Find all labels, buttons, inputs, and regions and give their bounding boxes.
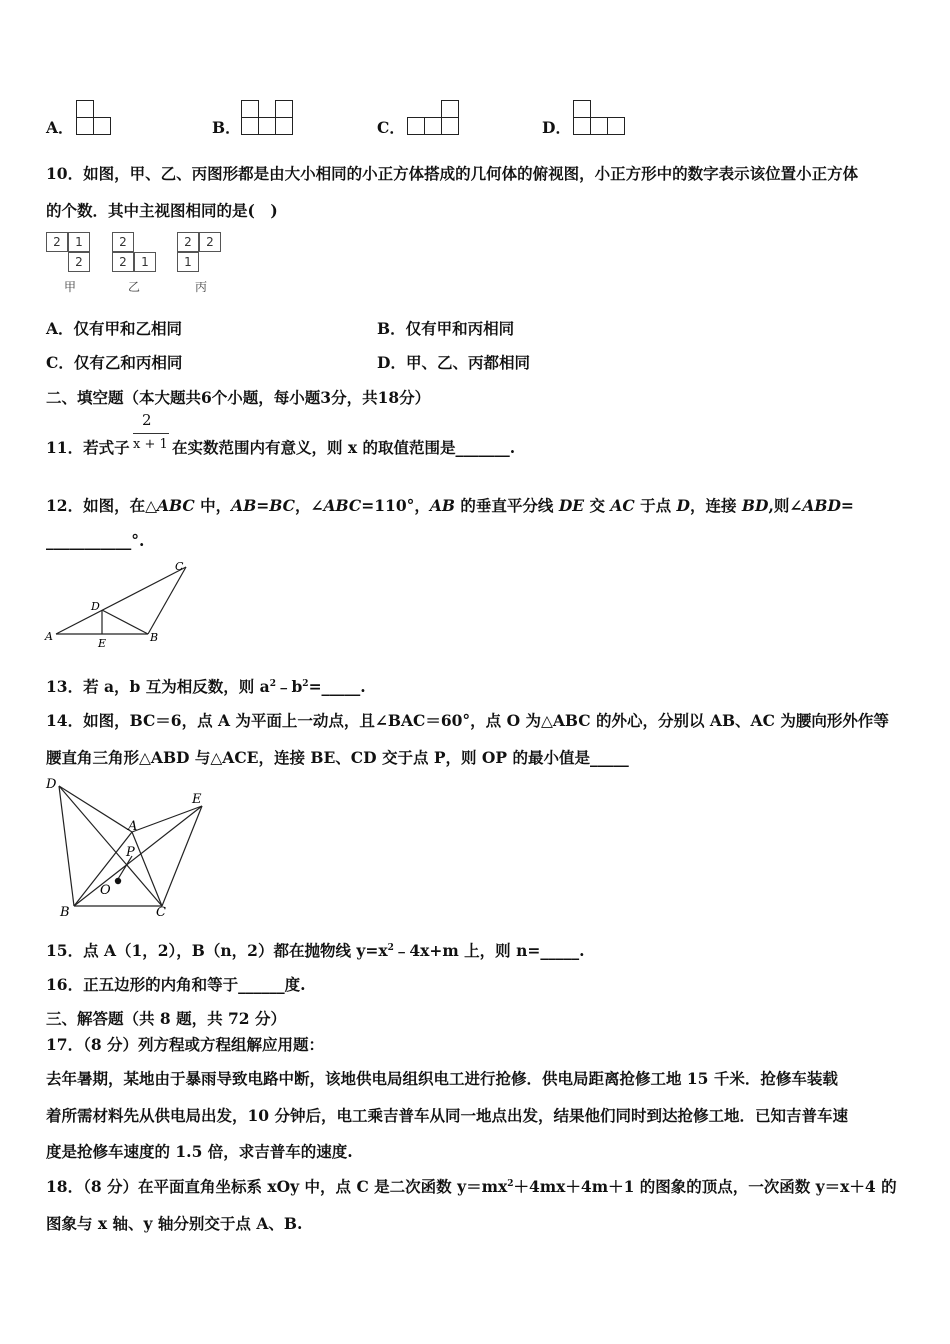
q14-line-1: 14．如图，BC＝6，点 A 为平面上一动点，且∠BAC＝60°，点 O 为△ABC 的外心，分别以 AB、AC 为腰向形外作等 <box>46 711 889 730</box>
q9-option-c-label: C． <box>377 118 405 137</box>
bing-caption: 丙 <box>195 280 208 294</box>
q10-option-b: B．仅有甲和丙相同 <box>377 319 515 338</box>
q18-line-2: 图象与 x 轴、y 轴分别交于点 A、B. <box>46 1214 303 1233</box>
jia-caption: 甲 <box>64 280 77 294</box>
q12-label-c: C <box>175 560 184 573</box>
q14-label-a: A <box>128 819 138 834</box>
yi-cell-2: 2 <box>112 252 134 272</box>
q11-prefix: 11．若式子 <box>46 438 130 457</box>
q9-option-a-label: A． <box>46 118 74 137</box>
q10-line-2: 的个数．其中主视图相同的是( ) <box>46 201 278 220</box>
q12-label-e: E <box>98 637 107 650</box>
q16-line: 16．正五边形的内角和等于______度. <box>46 975 306 994</box>
q17-line-1: 17．（8 分）列方程或方程组解应用题： <box>46 1035 325 1054</box>
jia-cell-2: 1 <box>68 232 90 252</box>
q10-option-a: A．仅有甲和乙相同 <box>46 319 183 338</box>
jia-cell-3: 2 <box>68 252 90 272</box>
q12-label-b: B <box>150 631 159 644</box>
q17-line-2: 去年暑期，某地由于暴雨导致电路中断，该地供电局组织电工进行抢修．供电局距离抢修工地 15 千米．抢修车装载 <box>46 1069 838 1088</box>
q14-label-o: O <box>100 883 111 898</box>
section-2-heading: 二、填空题（本大题共6个小题，每小题3分，共18分） <box>46 388 431 407</box>
q13-line: 13．若 a，b 互为相反数，则 $a^2﹣b^2=\_\_\_\_\_$. <box>46 677 366 696</box>
q14-label-d: D <box>46 777 57 792</box>
section-3-heading: 三、解答题（共 8 题，共 72 分） <box>46 1009 286 1028</box>
q10-line-1: 10．如图，甲、乙、丙图形都是由大小相同的小正方体搭成的几何体的俯视图，小正方形中的数字表示该位置小正方体 <box>46 164 859 183</box>
q11-fraction-bar <box>133 433 169 434</box>
yi-cell-3: 1 <box>134 252 156 272</box>
q12-label-a: A <box>45 630 53 643</box>
q10-option-d: D．甲、乙、丙都相同 <box>377 353 530 372</box>
q14-label-p: P <box>126 845 135 860</box>
q17-line-4: 度是抢修车速度的 1.5 倍，求吉普车的速度. <box>46 1142 353 1161</box>
q11-fraction-numerator: 2 <box>142 411 152 429</box>
q14-point-o <box>115 878 121 884</box>
q12-triangle-figure <box>40 558 200 650</box>
q17-line-3: 着所需材料先从供电局出发，10 分钟后，电工乘吉普车从同一地点出发，结果他们同时到达抢修工地．已知吉普车速 <box>46 1106 848 1125</box>
q9-option-d-label: D． <box>542 118 571 137</box>
q14-label-b: B <box>60 905 70 920</box>
q11-suffix: 在实数范围内有意义，则 x 的取值范围是_______. <box>172 438 516 457</box>
jia-cell-1: 2 <box>46 232 68 252</box>
q14-geometry-figure <box>40 770 220 920</box>
q11-fraction-denominator: x + 1 <box>133 437 168 452</box>
bing-cell-2: 2 <box>199 232 221 252</box>
q10-option-c: C．仅有乙和丙相同 <box>46 353 183 372</box>
q14-label-e: E <box>192 792 202 807</box>
q12-line-2: ___________°. <box>46 531 145 550</box>
q14-line-2: 腰直角三角形△ABD 与△ACE，连接 BE、CD 交于点 P，则 OP 的最小值是_____ <box>46 748 629 767</box>
q14-label-c: C <box>156 905 166 920</box>
q12-line-1: 12．如图，在△ABC 中，AB=BC，∠ABC=110°，AB 的垂直平分线 DE 交 AC 于点 D，连接 BD,则∠ABD= <box>46 496 854 515</box>
q9-option-b-label: B． <box>212 118 241 137</box>
q12-label-d: D <box>91 600 100 613</box>
q18-line-1: 18．（8 分）在平面直角坐标系 xOy 中，点 C 是二次函数 $y=mx^2+4mx+4m+1$ 的图象的顶点，一次函数 y＝x＋4 的 <box>46 1177 897 1196</box>
bing-cell-1: 2 <box>177 232 199 252</box>
q15-line: 15．点 A（1，2），B（n，2）都在抛物线 $y=x^2﹣4x+m$ 上，则 n=_____. <box>46 941 585 960</box>
yi-cell-1: 2 <box>112 232 134 252</box>
bing-cell-3: 1 <box>177 252 199 272</box>
yi-caption: 乙 <box>128 280 141 294</box>
